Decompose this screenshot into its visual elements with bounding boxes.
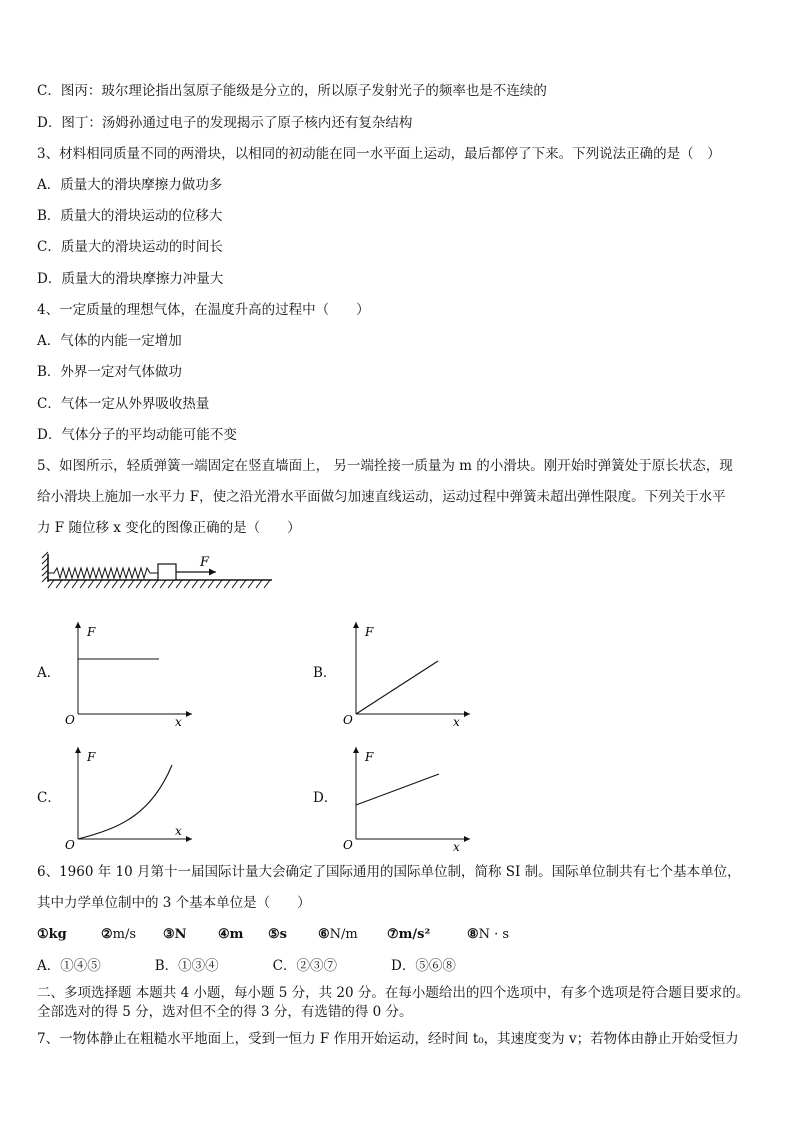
origin-label: O [65,838,75,852]
y-label: F [87,625,96,639]
slider-block [158,564,176,580]
option-d-previous: D．图丁：汤姆孙通过电子的发现揭示了原子核内还有复杂结构 [37,115,413,131]
origin-label: O [343,838,353,852]
option-c-previous: C．图丙：玻尔理论指出氢原子能级是分立的，所以原子发射光子的频率也是不连续的 [37,83,547,99]
origin-label: O [65,713,75,727]
question-4-option-a: A．气体的内能一定增加 [37,333,182,349]
ground-hatching [48,580,270,588]
force-label: F [200,555,210,570]
section-2-line-2: 全部选对的得 5 分，选对但不全的得 3 分，有选错的得 0 分。 [37,1004,413,1020]
question-5-line-3: 力 F 随位移 x 变化的图像正确的是（ ） [37,520,301,536]
y-label: F [365,750,374,764]
graph-c [62,743,197,853]
origin-label: O [343,713,353,727]
graph-a [62,618,197,728]
question-5-line-1: 5、如图所示，轻质弹簧一端固定在竖直墙面上， 另一端拴接一质量为 m 的小滑块。刚开始时弹簧处于原长状态，现 [37,458,733,474]
x-label: x [175,715,182,728]
y-axis-arrow [75,747,81,753]
y-axis-arrow [75,622,81,628]
question-6-line-1: 6、1960 年 10 月第十一届国际计量大会确定了国际通用的国际单位制，简称 SI 制。国际单位制共有七个基本单位， [37,864,741,880]
force-arrow-head [209,569,216,576]
section-2-line-1: 二、多项选择题 本题共 4 小题，每小题 5 分，共 20 分。在每小题给出的四个选项中，有多个选项是符合题目要求的。 [37,985,750,1001]
y-label: F [365,625,374,639]
x-label: x [453,715,460,728]
question-4-option-c: C．气体一定从外界吸收热量 [37,396,210,412]
unit-1: ①kg [37,927,67,942]
question-3-option-b: B．质量大的滑块运动的位移大 [37,208,223,224]
unit-7: ⑦m/s² [387,927,431,942]
question-3-option-a: A．质量大的滑块摩擦力做功多 [37,177,223,193]
question-4-option-d: D．气体分子的平均动能可能不变 [37,427,237,443]
unit-5: ⑤s [268,927,287,942]
y-axis-arrow [353,747,359,753]
question-4-option-b: B．外界一定对气体做功 [37,364,182,380]
y-label: F [87,750,96,764]
x-axis-arrow [464,836,470,842]
unit-8: ⑧N · s [467,927,510,942]
question-3-option-d: D．质量大的滑块摩擦力冲量大 [37,271,224,287]
curve-exponential [78,765,172,839]
x-label: x [175,824,182,838]
graph-d [340,743,475,853]
graph-b-label: B． [313,665,337,681]
spring [48,568,158,578]
question-3-stem: 3、材料相同质量不同的两滑块，以相同的初动能在同一水平面上运动，最后都停了下来。下列说法正确的是（ ） [37,146,721,162]
unit-2: ②m/s [101,927,137,942]
question-4-stem: 4、一定质量的理想气体，在温度升高的过程中（ ） [37,302,370,318]
spring-block-figure [40,548,280,592]
wall-hatching [42,552,48,582]
curve-linear-intercept [356,774,439,805]
question-7-stem: 7、一物体静止在粗糙水平地面上，受到一恒力 F 作用开始运动，经时间 t₀，其速度变为 v；若物体由静止开始受恒力 [37,1031,739,1047]
x-label: x [453,840,460,853]
question-3-option-c: C．质量大的滑块运动的时间长 [37,239,223,255]
question-5-line-2: 给小滑块上施加一水平力 F，使之沿光滑水平面做匀加速直线运动，运动过程中弹簧未超出弹性限度。下列关于水平 [37,489,726,505]
question-6-options: A．①④⑤ B．①③④ C．②③⑦ D．⑤⑥⑧ [37,958,456,974]
y-axis-arrow [353,622,359,628]
x-axis-arrow [186,711,192,717]
question-6-line-2: 其中力学单位制中的 3 个基本单位是（ ） [37,895,311,911]
x-axis-arrow [186,836,192,842]
curve-linear-origin [356,661,438,714]
graph-b [340,618,475,728]
graph-d-label: D． [313,790,338,806]
graph-c-label: C． [37,790,61,806]
x-axis-arrow [464,711,470,717]
unit-3: ③N [163,927,187,942]
unit-4: ④m [218,927,244,942]
graph-a-label: A． [37,665,61,681]
unit-6: ⑥N/m [318,927,358,942]
